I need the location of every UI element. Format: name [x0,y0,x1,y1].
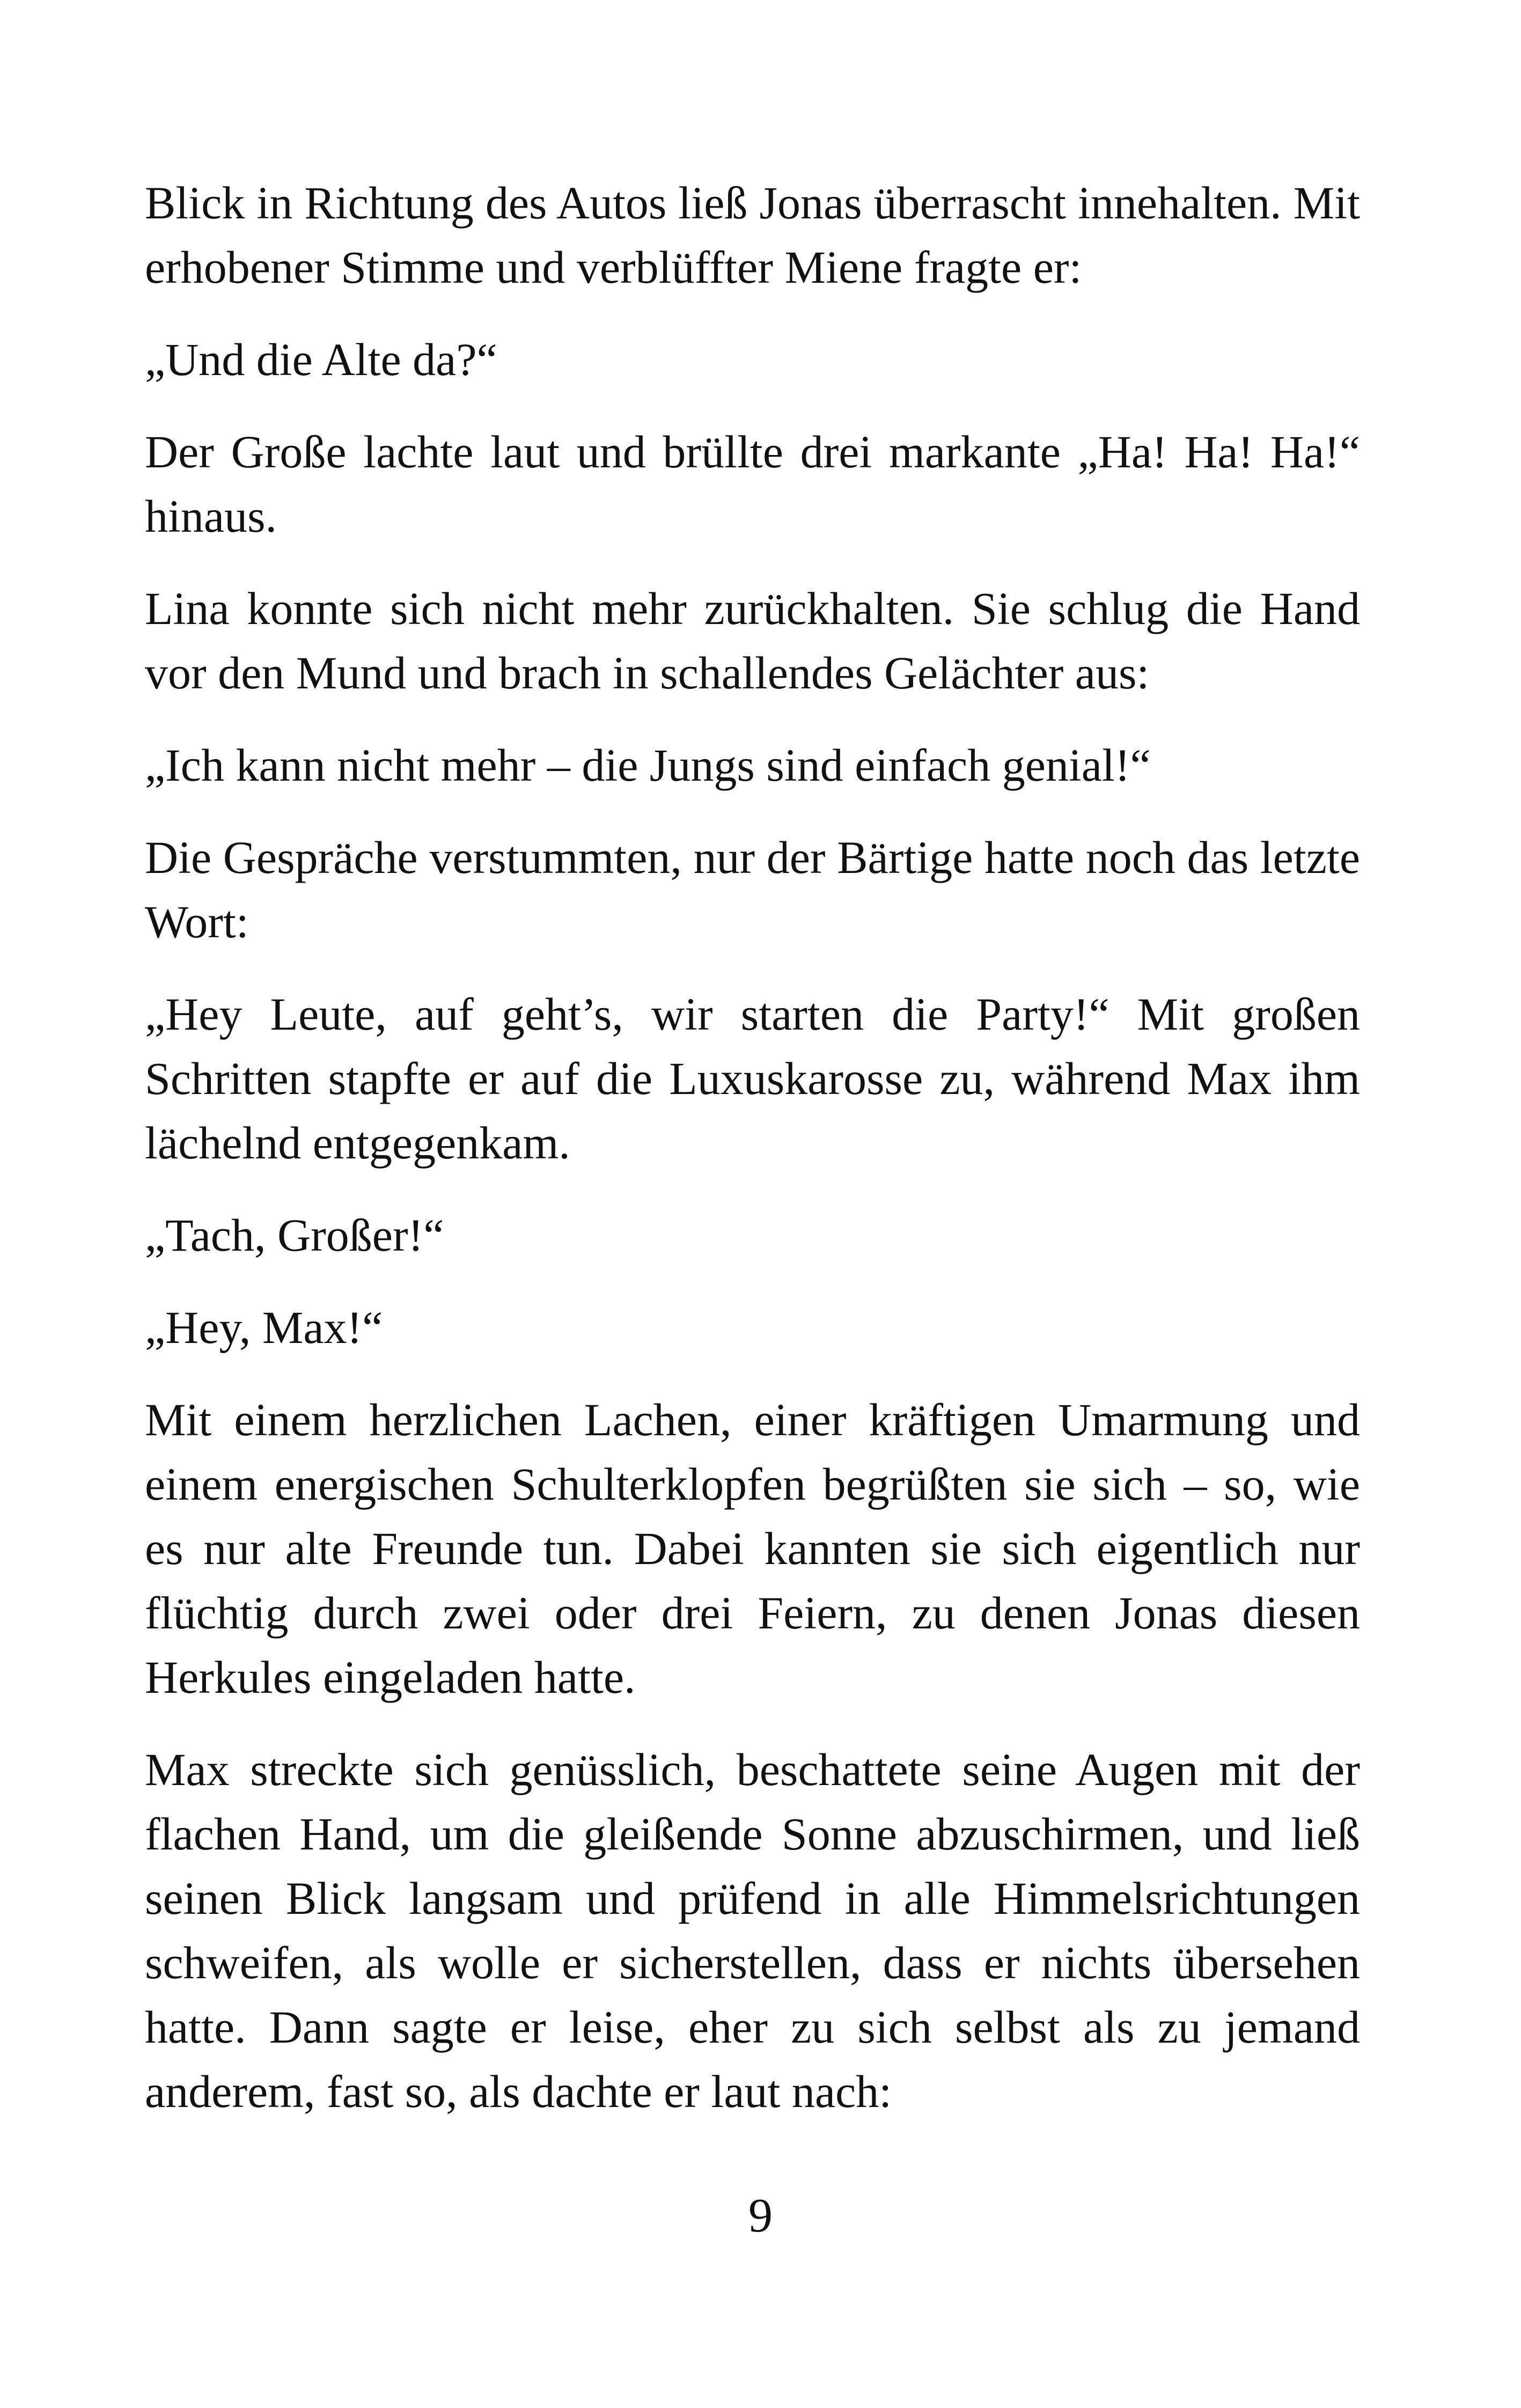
paragraph: „Ich kann nicht mehr – die Jungs sind einfach genial!“ [145,739,1151,791]
paragraph: Lina konnte sich nicht mehr zurückhalten. Sie schlug die Hand vor den Mund und brach in schallendes Gelächter aus: [145,583,1360,699]
paragraph: „Und die Alte da?“ [145,334,497,385]
paragraph: Blick in Richtung des Autos ließ Jonas überrascht innehalten. Mit erhobener Stimme und verblüffter Miene fragte er: [145,177,1360,293]
paragraph: Der Große lachte laut und brüllte drei markante „Ha! Ha! Ha!“ hinaus. [145,426,1360,542]
paragraph: „Hey, Max!“ [145,1302,383,1353]
body-text [145,171,1360,2152]
page-number: 9 [748,2189,773,2242]
paragraph: „Tach, Großer!“ [145,1209,444,1261]
paragraph: Die Gespräche verstummten, nur der Bärtige hatte noch das letzte Wort: [145,832,1360,948]
paragraph: Mit einem herzlichen Lachen, einer kräftigen Umarmung und einem energischen Schulterklopfen begrüßten sie sich – so, wie es nur alte Freunde tun. Dabei kannten sie sich eigentlich nur flüchtig durch zwei oder drei Feiern, zu denen Jonas diesen Herkules eingeladen hatte. [145,1394,1360,1703]
paragraph: Max streckte sich genüsslich, beschattete seine Augen mit der flachen Hand, um die gleißende Sonne abzuschirmen, und ließ seinen Blick langsam und prüfend in alle Himmelsrichtungen schweifen, als wolle er sicherstellen, dass er nichts übersehen hatte. Dann sagte er leise, eher zu sich selbst als zu jemand anderem, fast so, als dachte er laut nach: [145,1744,1360,2117]
paragraph: „Hey Leute, auf geht’s, wir starten die Party!“ Mit großen Schritten stapfte er auf die Luxuskarosse zu, während Max ihm lächelnd entgegenkam. [145,988,1360,1169]
